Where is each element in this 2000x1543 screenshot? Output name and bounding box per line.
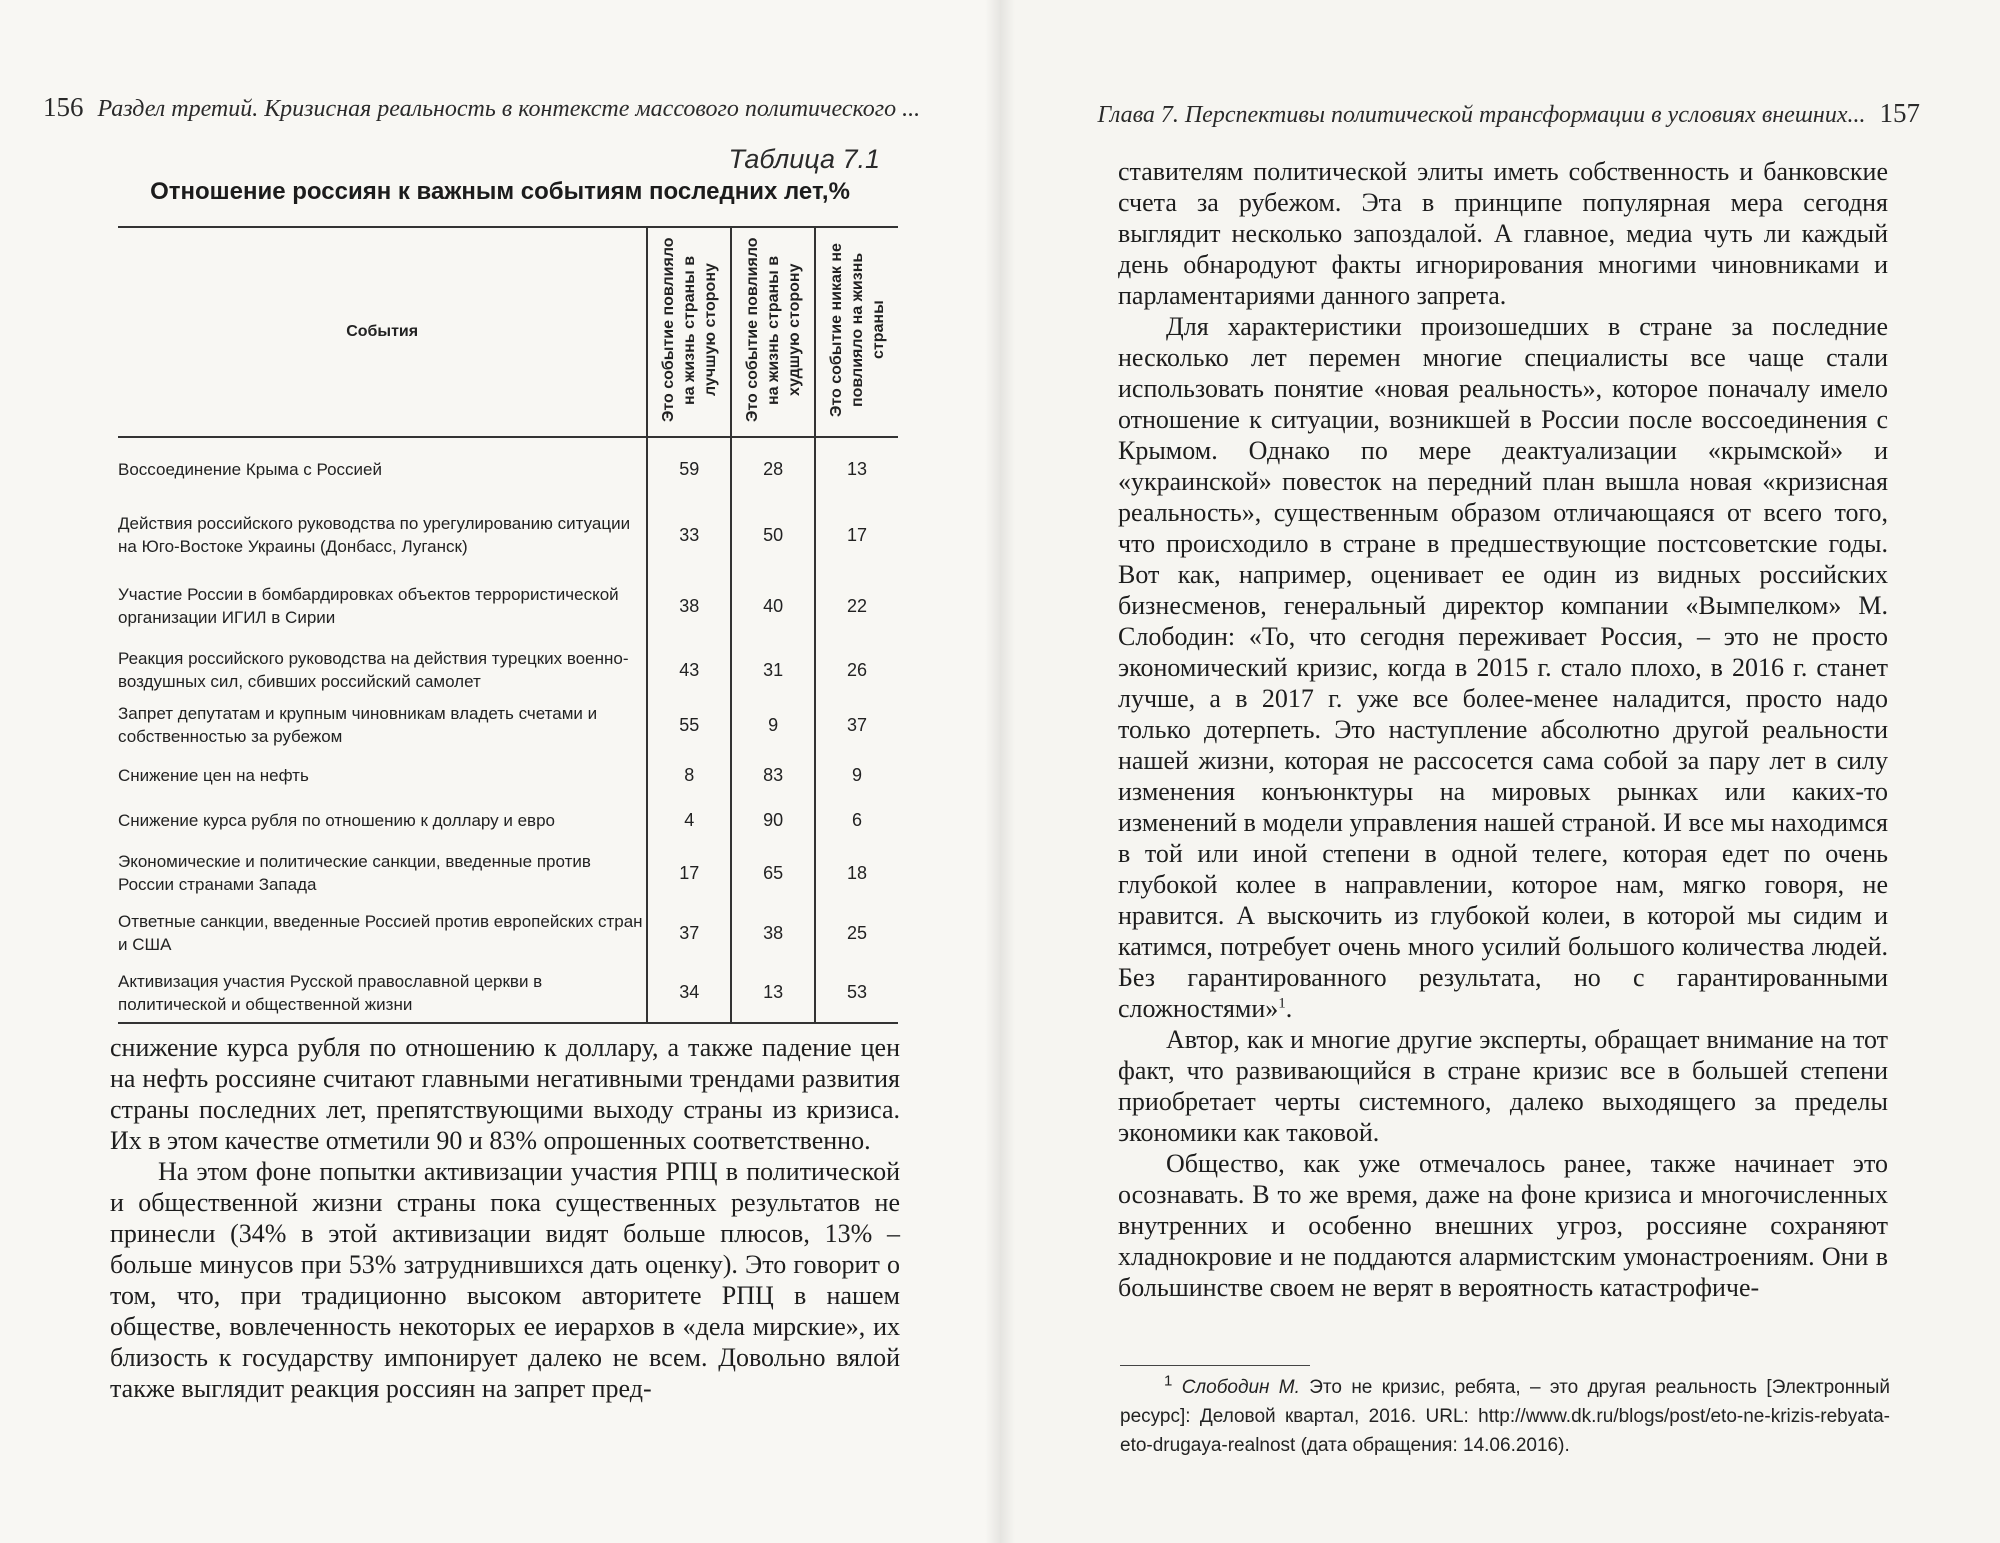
row-better: 4	[647, 797, 731, 843]
row-none: 37	[815, 697, 898, 753]
left-head-text: Раздел третий. Кризисная реальность в контексте массового политического ...	[97, 96, 921, 122]
footnote-author: Слободин М.	[1181, 1377, 1300, 1398]
left-paragraph-2: На этом фоне попытки активизации участия РПЦ в политической и общественной жизни страны пока существенных результатов не принесли (34% в этой активизации видят больше плюсов, 13% – больше минусов при 53% затруднившихся дать оценку). Это говорит о том, что, при традиционно высоком авторитете РПЦ в нашем обществе, вовлеченность некоторых ее иерархов в «дела мирские», их близость к государству импонирует далеко не всем. Довольно вялой также выглядит реакция россиян на запрет пред-	[110, 1157, 900, 1403]
right-paragraph-4: Общество, как уже отмечалось ранее, также начинает это осознавать. В то же время, даже на фоне кризиса и многочисленных внутренних и особенно внешних угроз, россияне сохраняют хладнокровие и не поддаются алармистским умонастроениям. Они в большинстве своем не верят в вероятность катастрофиче-	[1118, 1149, 1888, 1302]
table-row	[118, 903, 898, 963]
table-row	[118, 697, 898, 753]
row-none: 17	[815, 501, 898, 569]
table-row	[118, 753, 898, 797]
right-paragraph-2-end: .	[1285, 994, 1293, 1023]
row-none: 25	[815, 903, 898, 963]
footnote	[1120, 1373, 1890, 1460]
row-better: 8	[647, 753, 731, 797]
right-paragraph-3: Автор, как и многие другие эксперты, обращает внимание на тот факт, что развивающийся в стране кризис все в большей степени приобретает черты системного, далеко выходящего за пределы экономики как таковой.	[1118, 1025, 1888, 1147]
row-better: 34	[647, 963, 731, 1023]
row-none: 53	[815, 963, 898, 1023]
row-none: 13	[815, 437, 898, 501]
left-body-text	[110, 1032, 900, 1404]
row-none: 18	[815, 843, 898, 903]
right-head-text: Глава 7. Перспективы политической трансформации в условиях внешних...	[1097, 102, 1866, 128]
row-worse: 83	[731, 753, 815, 797]
table-row	[118, 643, 898, 697]
row-worse: 65	[731, 843, 815, 903]
row-better: 59	[647, 437, 731, 501]
header-none	[815, 227, 898, 437]
right-running-head	[1097, 98, 1920, 129]
row-better: 17	[647, 843, 731, 903]
row-none: 26	[815, 643, 898, 697]
book-gutter	[985, 0, 1015, 1543]
footnote-text: Это не кризис, ребята, – это другая реальность [Электронный ресурс]: Деловой квартал, 2016. URL: http://www.dk.ru/blogs/post/eto-ne-krizis-rebyata-eto-drugaya-realnost (дата обращения: 14.06.2016).	[1120, 1377, 1890, 1456]
row-event: Действия российского руководства по урегулированию ситуации на Юго-Востоке Украины (Донбасс, Луганск)	[118, 514, 631, 556]
header-better-text: Это событие повлияло на жизнь страны в лучшую сторону	[660, 237, 720, 422]
row-event: Реакция российского руководства на действия турецких военно-воздушных сил, сбивших российский самолет	[118, 649, 629, 691]
row-worse: 9	[731, 697, 815, 753]
table-row	[118, 963, 898, 1023]
row-none: 9	[815, 753, 898, 797]
row-event: Экономические и политические санкции, введенные против России странами Запада	[118, 852, 591, 894]
row-none: 6	[815, 797, 898, 843]
footnote-paragraph	[1120, 1373, 1890, 1460]
events-table	[118, 226, 898, 1024]
row-none: 22	[815, 569, 898, 643]
table-row	[118, 569, 898, 643]
row-better: 43	[647, 643, 731, 697]
row-event: Ответные санкции, введенные Россией против европейских стран и США	[118, 912, 643, 954]
header-none-text: Это событие никак не повлияло на жизнь страны	[828, 242, 888, 417]
row-better: 55	[647, 697, 731, 753]
right-paragraph-1: ставителям политической элиты иметь собственность и банковские счета за рубежом. Эта в принципе популярная мера сегодня выглядит несколько запоздалой. А главное, медиа чуть ли каждый день обнародуют факты игнорирования многими чиновниками и парламентариями данного запрета.	[1118, 157, 1888, 310]
footnote-ref: 1	[1278, 995, 1286, 1012]
table-title: Отношение россиян к важным событиям последних лет,%	[150, 178, 850, 205]
row-event: Снижение курса рубля по отношению к доллару и евро	[118, 810, 555, 830]
row-worse: 50	[731, 501, 815, 569]
table-row	[118, 843, 898, 903]
row-event: Воссоединение Крыма с Россией	[118, 460, 382, 479]
row-worse: 13	[731, 963, 815, 1023]
row-worse: 31	[731, 643, 815, 697]
row-event: Участие России в бомбардировках объектов террористической организации ИГИЛ в Сирии	[118, 585, 619, 627]
row-event: Запрет депутатам и крупным чиновникам владеть счетами и собственностью за рубежом	[118, 704, 598, 746]
row-worse: 90	[731, 797, 815, 843]
header-worse	[731, 227, 815, 437]
row-event: Активизация участия Русской православной церкви в политической и общественной жизни	[118, 971, 543, 1014]
table-header-row	[118, 227, 898, 437]
header-better	[647, 227, 731, 437]
right-paragraph-2-text: Для характеристики произошедших в стране за последние несколько лет перемен многие специалисты все чаще стали использовать понятие «новая реальность», которое поначалу имело отношение к ситуации, возникшей в России после воссоединения с Крымом. Однако по мере деактуализации «крымской» и «украинской» повесток на передний план вышла новая «кризисная реальность», существенным образом отличающаяся от всего того, что происходило в стране в предшествующие постсоветские годы. Вот как, например, оценивает ее один из видных российских бизнесменов, генеральный директор компании «Вымпелком» М. Слободин: «То, что сегодня переживает Россия, – это не просто экономический кризис, когда в 2015 г. стало плохо, в 2016 г. станет лучше, а в 2017 г. уже все более-менее наладится, просто надо только дотерпеть. Это наступление абсолютно другой реальности нашей жизни, которая не рассосется сама собой за пару лет в силу изменения конъюнктуры на мировых рынках или каких-то изменений в модели управления нашей страной. И все мы находимся в той или иной степени в одной телеге, которая едет по очень глубокой колее в направлении, которое нам, мягко говоря, не нравится. А выскочить из глубокой колеи, в которой мы сидим и катимся, потребует очень много усилий большого количества людей. Без гарантированного результата, но с гарантированными сложностями»	[1118, 312, 1888, 1023]
table-caption: Таблица 7.1	[728, 144, 880, 174]
right-paragraph-2	[1118, 311, 1888, 1024]
right-page-number: 157	[1879, 98, 1920, 128]
row-worse: 28	[731, 437, 815, 501]
row-better: 37	[647, 903, 731, 963]
left-running-head	[43, 92, 920, 123]
header-worse-text: Это событие повлияло на жизнь страны в худшую сторону	[744, 237, 804, 422]
table-row	[118, 437, 898, 501]
header-event: События	[346, 323, 419, 340]
right-body-text	[1118, 156, 1888, 1303]
footnote-divider	[1120, 1365, 1310, 1366]
table-row	[118, 501, 898, 569]
table-row	[118, 797, 898, 843]
left-paragraph-1: снижение курса рубля по отношению к доллару, а также падение цен на нефть россияне считают главными негативными трендами развития страны последних лет, препятствующими выходу страны из кризиса. Их в этом качестве отметили 90 и 83% опрошенных соответственно.	[110, 1033, 900, 1155]
footnote-mark: 1	[1164, 1372, 1173, 1390]
row-worse: 38	[731, 903, 815, 963]
row-event: Снижение цен на нефть	[118, 765, 309, 785]
row-better: 33	[647, 501, 731, 569]
left-page-number: 156	[43, 92, 84, 122]
row-worse: 40	[731, 569, 815, 643]
row-better: 38	[647, 569, 731, 643]
